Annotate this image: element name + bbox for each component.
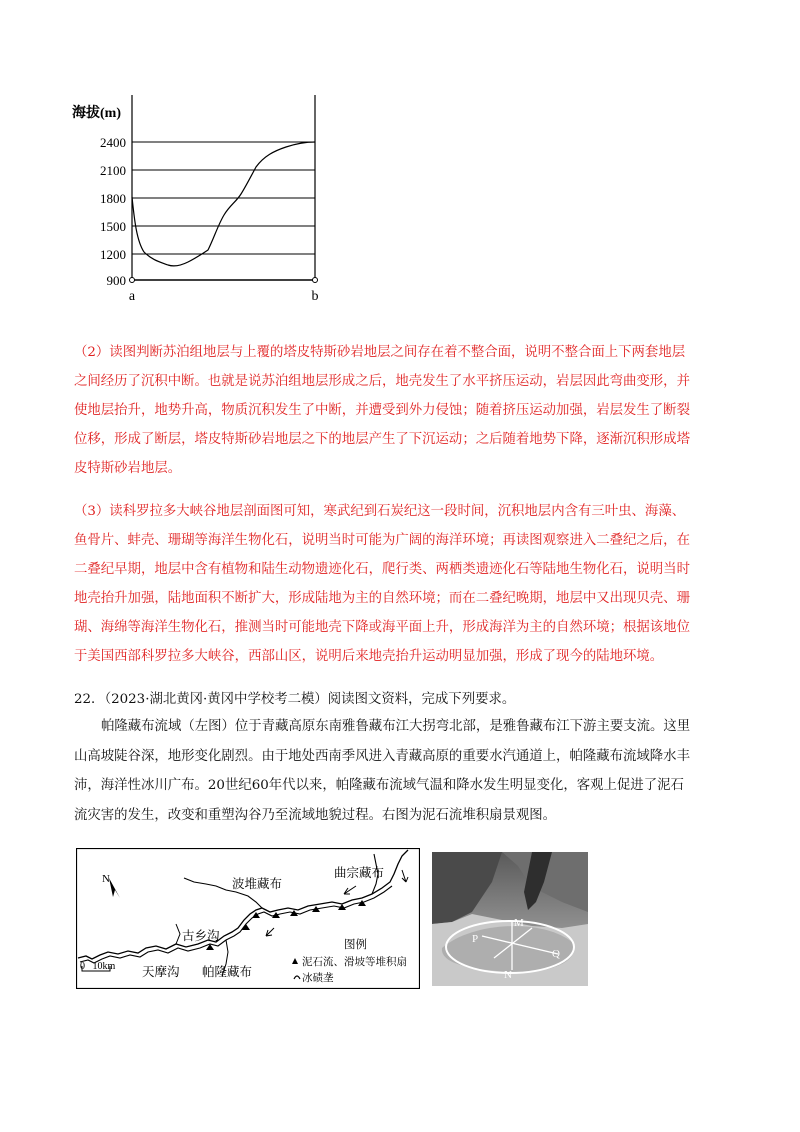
answer-2-line: 位移，形成了断层，塔皮特斯砂岩地层之下的地层产生了下沉运动；之后随着地势下降，逐渐沉积形成塔 bbox=[74, 432, 690, 447]
answer-3 bbox=[74, 497, 730, 671]
debris-fan-photo bbox=[432, 852, 588, 986]
y-tick: 1500 bbox=[100, 219, 126, 234]
answer-3-line: 于美国西部科罗拉多大峡谷，西部山区，说明后来地壳抬升运动明显加强，形成了现今的陆地环境。 bbox=[74, 649, 664, 664]
answer-2-line: （2）读图判断苏泊组地层与上覆的塔皮特斯砂岩地层之间存在着不整合面，说明不整合面上下两套地层 bbox=[74, 345, 686, 360]
y-tick: 900 bbox=[106, 273, 126, 288]
label-quzong: 曲宗藏布 bbox=[334, 866, 385, 880]
answer-2 bbox=[74, 338, 730, 483]
label-tianmo: 天摩沟 bbox=[142, 965, 180, 979]
question-22-line: 沛，海洋性冰川广布。20世纪60年代以来，帕隆藏布流域气温和降水发生明显变化，客观上促进了泥石 bbox=[74, 778, 684, 793]
y-tick: 1200 bbox=[100, 247, 126, 262]
answer-3-line: 鱼骨片、蚌壳、珊瑚等海洋生物化石，说明当时可能为广阔的海洋环境；再读图观察进入二叠纪之后，在 bbox=[74, 533, 690, 548]
palong-basin-map bbox=[76, 848, 420, 989]
profile-curve bbox=[132, 142, 315, 266]
answer-3-line: 瑚、海绵等海洋生物化石，推测当时可能地壳下降或海平面上升，形成海洋为主的自然环境；根据该地位 bbox=[74, 620, 690, 635]
answer-3-line: 地壳抬升加强，陆地面积不断扩大，形成陆地为主的自然环境；而在二叠纪晚期，地层中又出现贝壳、珊 bbox=[74, 591, 690, 606]
label-guxiang: 古乡沟 bbox=[182, 929, 220, 943]
question-22-line: 山高坡陡谷深，地形变化剧烈。由于地处西南季风进入青藏高原的重要水汽通道上，帕隆藏布流域降水丰 bbox=[74, 748, 690, 764]
elevation-profile-chart bbox=[60, 90, 340, 305]
y-tick: 2100 bbox=[100, 163, 126, 178]
label-bodui: 波堆藏布 bbox=[232, 877, 283, 891]
question-22-header: 22．（2023·湖北黄冈·黄冈中学校考二模）阅读图文资料，完成下列要求。 bbox=[74, 692, 516, 707]
photo-label-q: Q bbox=[552, 948, 560, 960]
y-tick: 1800 bbox=[100, 191, 126, 206]
question-22-line: 帕隆藏布流域（左图）位于青藏高原东南雅鲁藏布江大拐弯北部，是雅鲁藏布江下游主要支流。这里 bbox=[101, 719, 691, 734]
legend-item: 冰碛垄 bbox=[302, 973, 334, 984]
x-tick-a: a bbox=[128, 289, 136, 304]
y-axis-label: 海拔(m) bbox=[72, 106, 121, 121]
answer-2-line: 使地层抬升，地势升高，物质沉积发生了中断，并遭受到外力侵蚀；随着挤压运动加强，岩层发生了断裂 bbox=[74, 403, 690, 418]
north-label: N bbox=[102, 873, 110, 885]
x-tick-b: b bbox=[311, 289, 319, 304]
photo-label-m: M bbox=[514, 917, 524, 929]
photo-label-p: P bbox=[472, 933, 479, 945]
scale-label: 0 10km bbox=[80, 961, 116, 972]
question-22-body bbox=[74, 712, 730, 830]
question-22-line: 流灾害的发生，改变和重塑沟谷乃至流域地貌过程。右图为泥石流堆积扇景观图。 bbox=[74, 807, 557, 823]
label-palong: 帕隆藏布 bbox=[202, 965, 253, 979]
answer-2-line: 之间经历了沉积中断。也就是说苏泊组地层形成之后，地壳发生了水平挤压运动，岩层因此弯曲变形，并 bbox=[74, 374, 690, 389]
photo-label-n: N bbox=[504, 969, 512, 981]
answer-3-line: 二叠纪早期，地层中含有植物和陆生动物遗迹化石，爬行类、两栖类遗迹化石等陆地生物化石，说明当时 bbox=[74, 562, 690, 577]
y-tick: 2400 bbox=[100, 135, 126, 150]
legend-item: 泥石流、滑坡等堆积扇 bbox=[302, 957, 407, 968]
answer-2-line: 皮特斯砂岩地层。 bbox=[74, 461, 182, 476]
answer-3-line: （3）读科罗拉多大峡谷地层剖面图可知，寒武纪到石炭纪这一段时间，沉积地层内含有三叶虫、海藻、 bbox=[74, 504, 686, 519]
legend-title: 图例 bbox=[344, 939, 367, 951]
